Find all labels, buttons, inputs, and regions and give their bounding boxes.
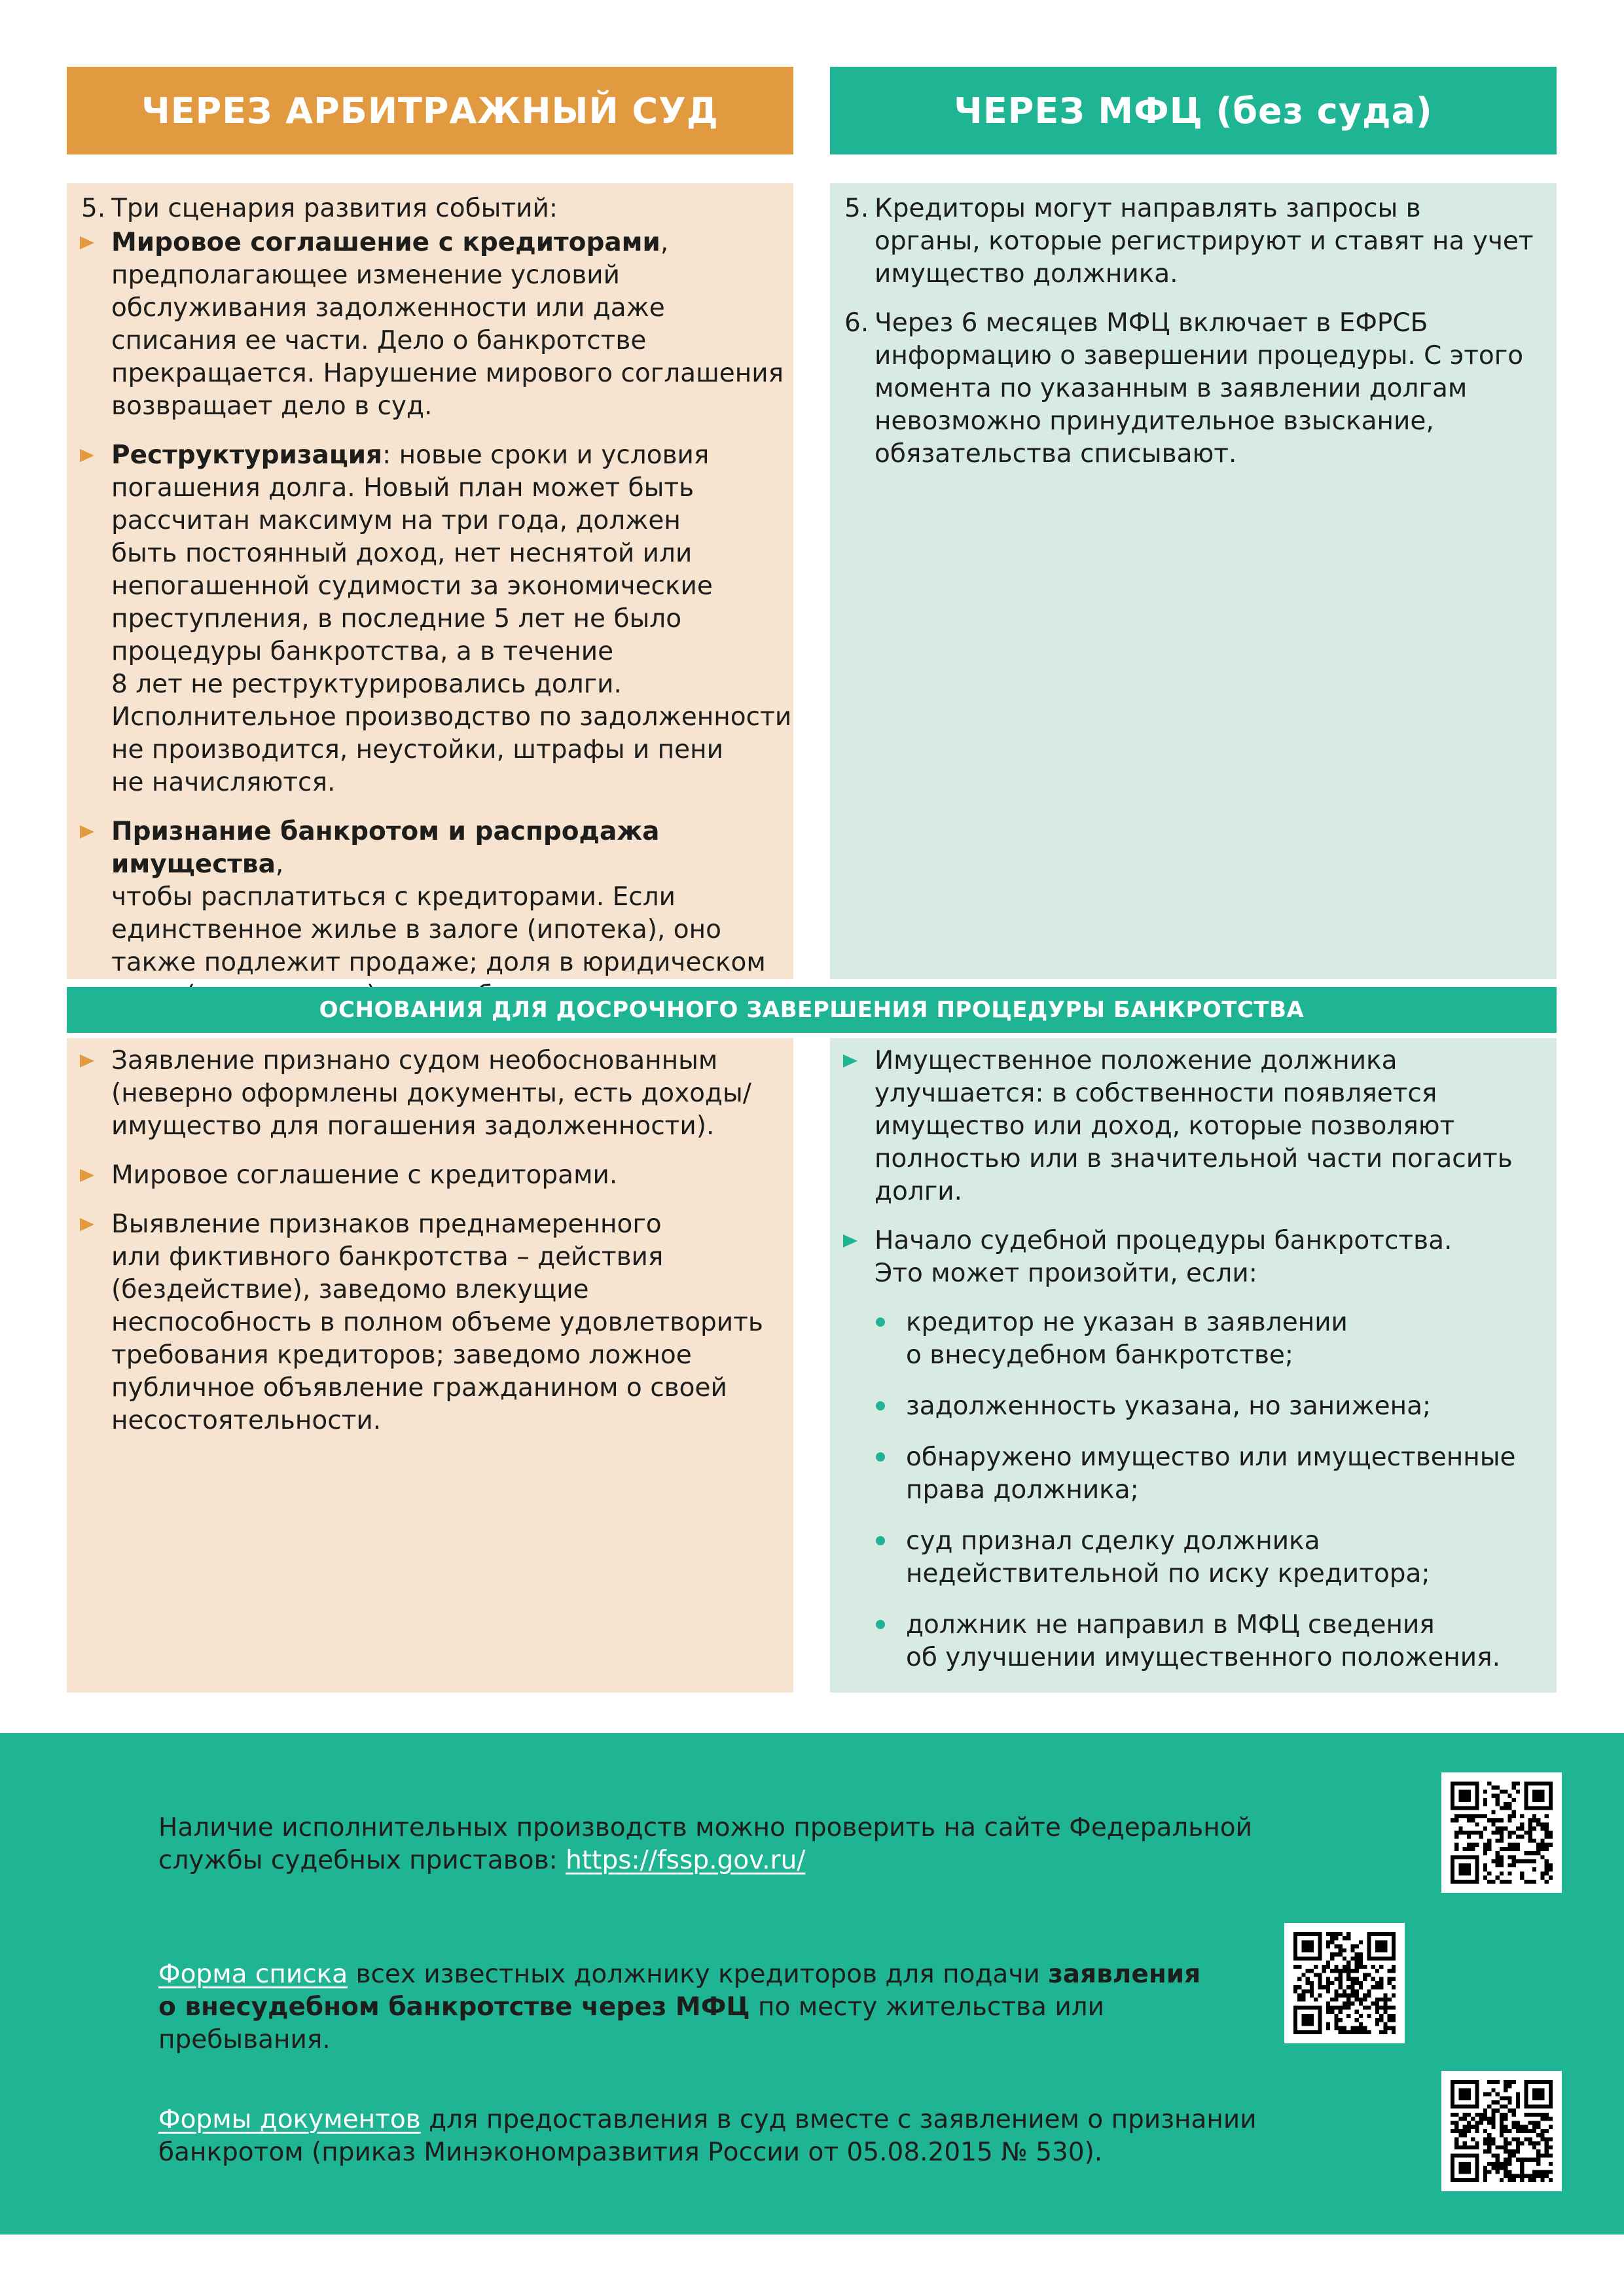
sub-item-text: суд признал сделку должника недействительной по иску кредитора; <box>906 1526 1430 1588</box>
triangle-arrow-icon <box>80 1169 94 1182</box>
list-item <box>67 1159 793 1192</box>
bullet-text: Мировое соглашение с кредиторами. <box>111 1160 618 1190</box>
item-number: 6. <box>844 308 869 338</box>
panel-mfc-termination <box>830 1038 1557 1693</box>
step-text: Через 6 месяцев МФЦ включает в ЕФРСБ информацию о завершении процедуры. С этого момента по указанным в заявлении долгам невозможно принудительное взыскание, обязательства списывают. <box>875 308 1524 469</box>
section-title-bar <box>67 987 1557 1033</box>
list-item <box>830 1225 1557 1290</box>
scenario-intro <box>67 192 793 225</box>
footer-fssp-note <box>158 1812 1337 1877</box>
qr-code-icon[interactable] <box>1441 1772 1562 1893</box>
list-item <box>67 1045 793 1143</box>
bullet-text: Имущественное положение должника улучшается: в собственности появляется имущество или доход, которые позволяют полностью или в значительной части погасить долги. <box>875 1046 1513 1206</box>
dot-icon <box>876 1401 885 1410</box>
header-mfc <box>830 67 1557 154</box>
creditor-list-form-link[interactable]: Форма списка <box>158 1960 348 1989</box>
document-forms-link[interactable]: Формы документов <box>158 2105 421 2134</box>
sub-item-text: должник не направил в МФЦ сведения об улучшении имущественного положения. <box>906 1610 1501 1672</box>
triangle-arrow-icon <box>80 449 94 462</box>
panel-mfc-steps <box>830 183 1557 979</box>
triangle-arrow-icon <box>843 1054 857 1067</box>
list-item <box>67 816 793 1012</box>
footer-creditor-tail: по месту жительства или пребывания. <box>158 1992 1104 2054</box>
dot-icon <box>876 1536 885 1545</box>
qr-code-icon[interactable] <box>1441 2071 1562 2191</box>
bullet-bold: Реструктуризация <box>111 440 383 470</box>
bullet-text: , чтобы расплатиться с кредиторами. Если единственное жилье в залоге (ипотека), оно также подлежит продаже; доля в юридическом <box>111 850 766 977</box>
footer-document-forms-note <box>158 2104 1337 2169</box>
footer-creditor-bold: заявления о внесудебном банкротстве через МФЦ <box>158 1960 1201 2022</box>
footer-documents-text: для предоставления в суд вместе с заявлением о признании банкротом (приказ Минэкономразвития России от 05.08.2015 № 530). <box>158 2105 1257 2167</box>
footer-creditor-text: всех известных должнику кредиторов для подачи <box>348 1960 1049 1989</box>
panel-court-termination <box>67 1038 793 1693</box>
triangle-arrow-icon <box>843 1234 857 1247</box>
bullet-text: Выявление признаков преднамеренного или фиктивного банкротства – действия (бездействие), заведомо влекущие неспособность в полном объеме удовлетворить требования кредиторов; заведомо ложное публичное объявление гражданином о своей несостоятельности. <box>111 1210 763 1435</box>
scenario-intro-text: Три сценария развития событий: <box>111 194 558 223</box>
list-item <box>830 192 1557 291</box>
dot-icon <box>876 1452 885 1462</box>
sub-list-item <box>830 1390 1557 1423</box>
item-number: 5. <box>81 194 106 223</box>
sub-list-item <box>830 1609 1557 1674</box>
step-text: Кредиторы могут направлять запросы в органы, которые регистрируют и ставят на учет имущество должника. <box>875 194 1534 289</box>
fssp-link[interactable]: https://fssp.gov.ru/ <box>566 1846 806 1875</box>
list-item <box>67 226 793 423</box>
header-left-title: ЧЕРЕЗ АРБИТРАЖНЫЙ СУД <box>141 90 719 132</box>
triangle-arrow-icon <box>80 1054 94 1067</box>
bullet-text: Начало судебной процедуры банкротства. Это может произойти, если: <box>875 1226 1453 1288</box>
bullet-text: : новые сроки и условия погашения долга. Новый план может быть рассчитан максимум на три года, должен быть постоянный доход, нет неснятой или непогашенной судимости за экономические преступления, в последние 5 лет не было процедуры банкротства, а в течение 8 лет не реструктурировались долги. Исполнительное производство по задолженности не производится, неустойки, штрафы и пени не начисляются. <box>111 440 792 797</box>
panel-court-scenarios <box>67 183 793 979</box>
footer-links <box>0 1733 1624 2234</box>
dot-icon <box>876 1318 885 1327</box>
bullet-text: Заявление признано судом необоснованным (неверно оформлены документы, есть доходы/ имущество для погашения задолженности). <box>111 1046 751 1141</box>
list-item <box>67 439 793 799</box>
list-item <box>830 1045 1557 1208</box>
dot-icon <box>876 1620 885 1629</box>
sub-list-item <box>830 1441 1557 1507</box>
sub-item-text: кредитор не указан в заявлении о внесудебном банкротстве; <box>906 1308 1348 1370</box>
qr-code-icon[interactable] <box>1284 1923 1405 2043</box>
bullet-bold: Признание банкротом и распродажа имущества <box>111 817 660 879</box>
item-number: 5. <box>844 194 869 223</box>
footer-creditor-form-note <box>158 1958 1271 2056</box>
sub-item-text: обнаружено имущество или имущественные права должника; <box>906 1443 1516 1505</box>
footer-fssp-text: Наличие исполнительных производств можно проверить на сайте Федеральной службы судебных приставов: <box>158 1813 1253 1875</box>
list-item <box>67 1208 793 1437</box>
sub-list-item <box>830 1306 1557 1372</box>
header-right-title: ЧЕРЕЗ МФЦ (без суда) <box>954 90 1433 132</box>
header-arbitration-court <box>67 67 793 154</box>
triangle-arrow-icon <box>80 825 94 838</box>
bullet-bold: Мировое соглашение с кредиторами <box>111 228 660 257</box>
triangle-arrow-icon <box>80 1218 94 1231</box>
section-title: ОСНОВАНИЯ ДЛЯ ДОСРОЧНОГО ЗАВЕРШЕНИЯ ПРОЦЕДУРЫ БАНКРОТСТВА <box>319 997 1305 1023</box>
bullet-text: , предполагающее изменение условий обслуживания задолженности или даже списания ее части. Дело о банкротстве прекращается. Нарушение мирового соглашения возвращает дело в суд. <box>111 228 784 421</box>
sub-list-item <box>830 1525 1557 1590</box>
triangle-arrow-icon <box>80 236 94 249</box>
sub-item-text: задолженность указана, но занижена; <box>906 1391 1432 1421</box>
list-item <box>830 307 1557 471</box>
